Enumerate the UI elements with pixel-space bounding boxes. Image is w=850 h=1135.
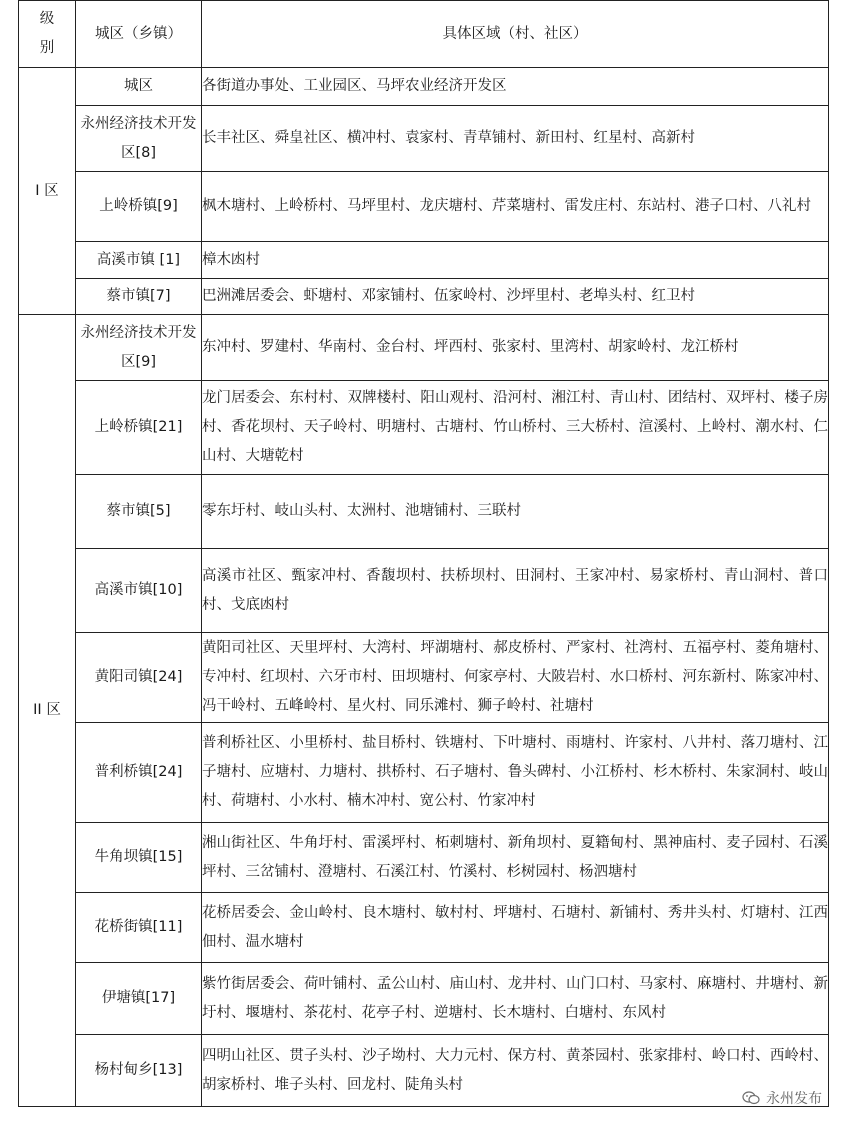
table-row: [19, 823, 829, 893]
town-cell: 高溪市镇[10]: [76, 549, 202, 633]
villages-cell: 四明山社区、贯子头村、沙子坳村、大力元村、保方村、黄茶园村、张家排村、岭口村、西岭村、胡家桥村、堆子头村、回龙村、陡角头村: [202, 1035, 829, 1107]
table-row: [19, 633, 829, 723]
town-cell: 永州经济技术开发区[9]: [76, 315, 202, 381]
town-cell: 黄阳司镇[24]: [76, 633, 202, 723]
villages-cell: 花桥居委会、金山岭村、良木塘村、敏村村、坪塘村、石塘村、新铺村、秀井头村、灯塘村、江西佃村、温水塘村: [202, 893, 829, 963]
header-row: [19, 1, 829, 68]
table-row: [19, 172, 829, 242]
villages-cell: 黄阳司社区、天里坪村、大湾村、坪湖塘村、郝皮桥村、严家村、社湾村、五福亭村、菱角塘村、专冲村、红坝村、六牙市村、田坝塘村、何家亭村、大陂岩村、水口桥村、河东新村、陈家冲村、冯干岭村、五峰岭村、星火村、同乐滩村、狮子岭村、社塘村: [202, 633, 829, 723]
villages-cell: 樟木凼村: [202, 242, 829, 279]
town-cell: 城区: [76, 68, 202, 106]
wechat-icon: [742, 1091, 760, 1105]
villages-cell: 高溪市社区、甄家冲村、香馥坝村、扶桥坝村、田洞村、王家冲村、易家桥村、青山洞村、普口村、戈底凼村: [202, 549, 829, 633]
villages-cell: 龙门居委会、东村村、双牌楼村、阳山观村、沿河村、湘江村、青山村、团结村、双坪村、楼子房村、香花坝村、天子岭村、明塘村、古塘村、竹山桥村、三大桥村、渲溪村、上岭村、潮水村、仁山村、大塘乾村: [202, 381, 829, 475]
table-row: [19, 475, 829, 549]
header-area: 具体区域（村、社区）: [202, 1, 829, 68]
villages-cell: 东冲村、罗建村、华南村、金台村、坪西村、张家村、里湾村、胡家岭村、龙江桥村: [202, 315, 829, 381]
villages-cell: 长丰社区、舜皇社区、横冲村、袁家村、青草铺村、新田村、红星村、高新村: [202, 106, 829, 172]
town-cell: 牛角坝镇[15]: [76, 823, 202, 893]
villages-cell: 各街道办事处、工业园区、马坪农业经济开发区: [202, 68, 829, 106]
villages-cell: 湘山街社区、牛角圩村、雷溪坪村、柘刺塘村、新角坝村、夏籍甸村、黑神庙村、麦子园村、石溪坪村、三岔铺村、澄塘村、石溪江村、竹溪村、杉树园村、杨泗塘村: [202, 823, 829, 893]
table-row: [19, 315, 829, 381]
zone-level-2: II 区: [19, 315, 76, 1107]
header-level-line1: 级: [39, 11, 55, 27]
header-town: 城区（乡镇）: [76, 1, 202, 68]
town-cell: 伊塘镇[17]: [76, 963, 202, 1035]
villages-cell: 普利桥社区、小里桥村、盐目桥村、铁塘村、下叶塘村、雨塘村、许家村、八井村、落刀塘村、江子塘村、应塘村、力塘村、拱桥村、石子塘村、鲁头碑村、小江桥村、杉木桥村、朱家洞村、岐山村、荷塘村、小水村、楠木冲村、宽公村、竹家冲村: [202, 723, 829, 823]
table-row: [19, 1035, 829, 1107]
zone-table: [18, 0, 829, 1107]
table-row: [19, 723, 829, 823]
town-cell: 蔡市镇[7]: [76, 279, 202, 315]
table-row: [19, 68, 829, 106]
town-cell: 永州经济技术开发区[8]: [76, 106, 202, 172]
villages-cell: 紫竹街居委会、荷叶铺村、孟公山村、庙山村、龙井村、山门口村、马家村、麻塘村、井塘村、新圩村、堰塘村、茶花村、花亭子村、逆塘村、长木塘村、白塘村、东风村: [202, 963, 829, 1035]
town-cell: 上岭桥镇[9]: [76, 172, 202, 242]
villages-cell: 枫木塘村、上岭桥村、马坪里村、龙庆塘村、芹菜塘村、雷发庄村、东站村、港子口村、八礼村: [202, 172, 829, 242]
header-level-line2: 别: [39, 40, 55, 56]
watermark: [742, 1088, 822, 1108]
town-cell: 上岭桥镇[21]: [76, 381, 202, 475]
town-cell: 普利桥镇[24]: [76, 723, 202, 823]
table-row: [19, 242, 829, 279]
villages-cell: 零东圩村、岐山头村、太洲村、池塘铺村、三联村: [202, 475, 829, 549]
table-row: [19, 279, 829, 315]
header-level: [19, 1, 76, 68]
town-cell: 高溪市镇 [1]: [76, 242, 202, 279]
town-cell: 蔡市镇[5]: [76, 475, 202, 549]
table-row: [19, 106, 829, 172]
town-cell: 杨村甸乡[13]: [76, 1035, 202, 1107]
table-row: [19, 381, 829, 475]
watermark-text: 永州发布: [766, 1091, 822, 1107]
table-row: [19, 963, 829, 1035]
table-row: [19, 549, 829, 633]
town-cell: 花桥街镇[11]: [76, 893, 202, 963]
zone-level-1: I 区: [19, 68, 76, 315]
table-row: [19, 893, 829, 963]
villages-cell: 巴洲滩居委会、虾塘村、邓家铺村、伍家岭村、沙坪里村、老埠头村、红卫村: [202, 279, 829, 315]
